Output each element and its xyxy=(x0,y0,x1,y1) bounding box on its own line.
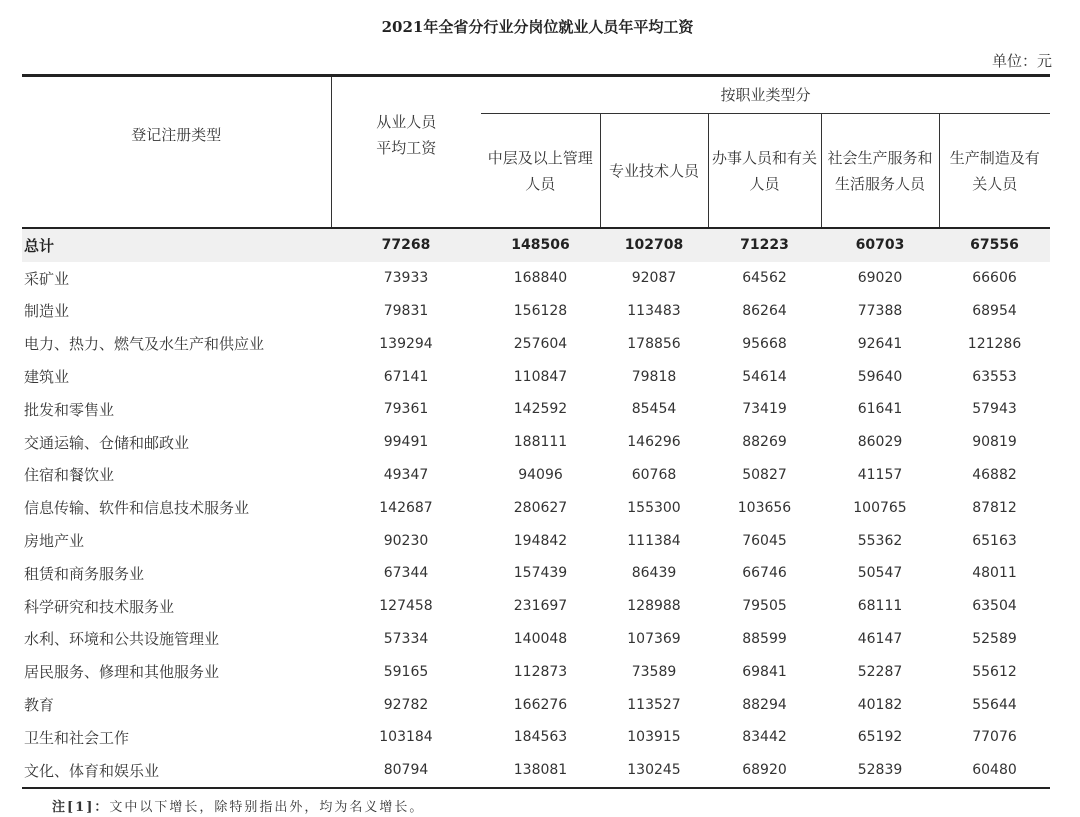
row-value: 146296 xyxy=(627,434,681,451)
row-value: 121286 xyxy=(967,335,1022,352)
row-value: 138081 xyxy=(481,754,600,788)
row-value: 87812 xyxy=(972,499,1017,516)
header-occupation-1 xyxy=(481,114,600,229)
row-value: 79361 xyxy=(383,401,429,418)
header-occupation-3-line2: 人员 xyxy=(749,174,780,193)
header-occupation-3 xyxy=(708,114,821,229)
row-value: 92782 xyxy=(383,696,429,713)
row-value: 188111 xyxy=(513,434,568,451)
table-row xyxy=(22,491,1050,524)
row-value: 66606 xyxy=(972,270,1017,287)
table-row xyxy=(22,754,1050,788)
row-value: 88599 xyxy=(742,630,787,647)
row-name: 制造业 xyxy=(24,302,70,321)
table-row xyxy=(22,459,1050,492)
table-row xyxy=(22,262,1050,295)
footnote xyxy=(52,796,424,815)
row-value: 46147 xyxy=(857,630,903,647)
row-name: 教育 xyxy=(24,696,55,715)
row-value: 280627 xyxy=(513,499,568,516)
table-row xyxy=(22,426,1050,459)
header-occupation-1-line1: 中层及以上管理 xyxy=(487,148,593,167)
header-occupation-group: 按职业类型分 xyxy=(481,76,1050,114)
table-row xyxy=(22,360,1050,393)
row-value: 46882 xyxy=(972,466,1017,483)
row-value: 71223 xyxy=(708,228,821,262)
row-value: 86439 xyxy=(631,565,677,582)
row-name: 租赁和商务服务业 xyxy=(24,564,145,583)
page-title: 2021年全省分行业分岗位就业人员年平均工资 xyxy=(381,18,694,36)
row-value: 194842 xyxy=(513,532,568,549)
row-value: 77388 xyxy=(857,302,903,319)
table-row-total xyxy=(22,228,1050,262)
row-value: 184563 xyxy=(513,729,568,746)
header-registration-type: 登记注册类型 xyxy=(22,76,331,229)
row-value: 100765 xyxy=(853,499,907,516)
row-value: 69841 xyxy=(742,663,787,680)
row-value: 110847 xyxy=(513,368,568,385)
row-value: 50827 xyxy=(742,466,787,483)
header-occupation-4-line2: 生活服务人员 xyxy=(834,174,925,193)
footnote-label: 注[1]： xyxy=(52,800,110,815)
row-value: 90230 xyxy=(383,532,429,549)
row-value: 103915 xyxy=(627,729,681,746)
row-value: 156128 xyxy=(513,302,568,319)
row-value: 77268 xyxy=(331,228,481,262)
row-value: 139294 xyxy=(379,335,433,352)
row-value: 55362 xyxy=(857,532,903,549)
row-value: 178856 xyxy=(627,335,681,352)
row-value: 57943 xyxy=(972,401,1017,418)
row-value: 40182 xyxy=(857,696,903,713)
row-value: 68954 xyxy=(972,302,1017,319)
row-value: 68920 xyxy=(708,754,821,788)
row-value: 52287 xyxy=(857,663,903,680)
row-value: 63553 xyxy=(972,368,1017,385)
row-value: 94096 xyxy=(518,466,563,483)
row-value: 88269 xyxy=(742,434,787,451)
header-occupation-2-line1: 专业技术人员 xyxy=(608,161,699,180)
table-row xyxy=(22,295,1050,328)
row-value: 67344 xyxy=(383,565,429,582)
row-value: 130245 xyxy=(600,754,708,788)
row-value: 88294 xyxy=(742,696,787,713)
row-value: 102708 xyxy=(600,228,708,262)
row-value: 86264 xyxy=(742,302,787,319)
row-value: 64562 xyxy=(742,270,787,287)
row-value: 59165 xyxy=(383,663,429,680)
row-name: 卫生和社会工作 xyxy=(24,728,130,747)
row-value: 99491 xyxy=(383,434,429,451)
footnote-text: 文中以下增长，除特别指出外，均为名义增长。 xyxy=(109,800,425,815)
row-value: 128988 xyxy=(627,598,681,615)
row-value: 52839 xyxy=(821,754,939,788)
unit-label: 单位：元 xyxy=(991,52,1052,70)
row-value: 67556 xyxy=(939,228,1050,262)
table-row xyxy=(22,655,1050,688)
row-value: 66746 xyxy=(742,565,787,582)
row-value: 142592 xyxy=(513,401,568,418)
row-name: 水利、环境和公共设施管理业 xyxy=(24,630,220,649)
table-row xyxy=(22,393,1050,426)
row-value: 148506 xyxy=(481,228,600,262)
row-name: 批发和零售业 xyxy=(24,400,115,419)
row-value: 79818 xyxy=(631,368,677,385)
row-value: 61641 xyxy=(857,401,903,418)
row-value: 79831 xyxy=(383,302,429,319)
row-value: 50547 xyxy=(857,565,903,582)
header-avg-wage-line2: 平均工资 xyxy=(376,139,437,157)
row-value: 76045 xyxy=(742,532,787,549)
row-name: 总计 xyxy=(22,228,331,262)
row-value: 127458 xyxy=(379,598,433,615)
row-value: 60703 xyxy=(821,228,939,262)
row-value: 83442 xyxy=(742,729,787,746)
row-value: 157439 xyxy=(513,565,568,582)
row-value: 73933 xyxy=(383,270,429,287)
row-value: 86029 xyxy=(857,434,903,451)
header-occupation-2 xyxy=(600,114,708,229)
table-row xyxy=(22,688,1050,721)
row-value: 107369 xyxy=(627,630,681,647)
row-name: 房地产业 xyxy=(24,532,85,551)
row-name: 居民服务、修理和其他服务业 xyxy=(24,663,220,682)
row-value: 92087 xyxy=(631,270,677,287)
row-name: 住宿和餐饮业 xyxy=(24,466,115,485)
row-value: 257604 xyxy=(513,335,568,352)
row-value: 77076 xyxy=(972,729,1017,746)
row-value: 80794 xyxy=(331,754,481,788)
row-value: 60768 xyxy=(631,466,677,483)
row-value: 166276 xyxy=(513,696,568,713)
wage-table xyxy=(22,74,1050,789)
row-value: 65163 xyxy=(972,532,1017,549)
header-occupation-5 xyxy=(939,114,1050,229)
header-avg-wage-line1: 从业人员 xyxy=(376,113,437,131)
row-value: 57334 xyxy=(383,630,429,647)
header-occupation-5-line1: 生产制造及有 xyxy=(949,148,1040,167)
row-value: 95668 xyxy=(742,335,787,352)
table-header xyxy=(22,76,1050,229)
row-value: 111384 xyxy=(627,532,681,549)
row-value: 85454 xyxy=(631,401,677,418)
table-row xyxy=(22,557,1050,590)
row-value: 60480 xyxy=(939,754,1050,788)
row-value: 79505 xyxy=(742,598,787,615)
row-value: 49347 xyxy=(383,466,429,483)
table-row xyxy=(22,590,1050,623)
row-value: 54614 xyxy=(742,368,787,385)
table-row xyxy=(22,524,1050,557)
row-value: 140048 xyxy=(513,630,568,647)
row-value: 142687 xyxy=(379,499,433,516)
row-value: 92641 xyxy=(857,335,903,352)
row-value: 90819 xyxy=(972,434,1017,451)
row-name: 文化、体育和娱乐业 xyxy=(22,754,331,788)
row-value: 67141 xyxy=(383,368,429,385)
row-name: 电力、热力、燃气及水生产和供应业 xyxy=(24,335,265,354)
row-value: 73589 xyxy=(631,663,677,680)
row-value: 168840 xyxy=(513,270,568,287)
row-value: 68111 xyxy=(857,598,903,615)
row-value: 231697 xyxy=(513,598,568,615)
row-name: 信息传输、软件和信息技术服务业 xyxy=(24,499,250,518)
row-value: 69020 xyxy=(857,270,903,287)
table-row xyxy=(22,721,1050,754)
header-occupation-3-line1: 办事人员和有关 xyxy=(711,148,817,167)
header-avg-wage xyxy=(331,76,481,229)
row-name: 采矿业 xyxy=(24,269,70,288)
row-value: 52589 xyxy=(972,630,1017,647)
row-value: 41157 xyxy=(857,466,903,483)
row-value: 65192 xyxy=(857,729,903,746)
row-value: 113483 xyxy=(627,302,681,319)
row-value: 55612 xyxy=(972,663,1017,680)
row-name: 建筑业 xyxy=(24,368,70,387)
row-value: 59640 xyxy=(857,368,903,385)
table-body xyxy=(22,228,1050,788)
row-value: 55644 xyxy=(972,696,1017,713)
row-name: 交通运输、仓储和邮政业 xyxy=(24,433,190,452)
row-value: 73419 xyxy=(742,401,787,418)
row-value: 103184 xyxy=(379,729,433,746)
row-value: 112873 xyxy=(513,663,568,680)
row-value: 48011 xyxy=(972,565,1017,582)
header-occupation-4-line1: 社会生产服务和 xyxy=(827,148,933,167)
row-value: 113527 xyxy=(627,696,681,713)
table-row xyxy=(22,623,1050,656)
header-occupation-5-line2: 关人员 xyxy=(972,174,1018,193)
row-value: 155300 xyxy=(627,499,681,516)
row-value: 103656 xyxy=(737,499,792,516)
header-occupation-1-line2: 人员 xyxy=(525,174,556,193)
row-name: 科学研究和技术服务业 xyxy=(24,597,175,616)
table-row xyxy=(22,327,1050,360)
header-occupation-4 xyxy=(821,114,939,229)
row-value: 63504 xyxy=(972,598,1017,615)
